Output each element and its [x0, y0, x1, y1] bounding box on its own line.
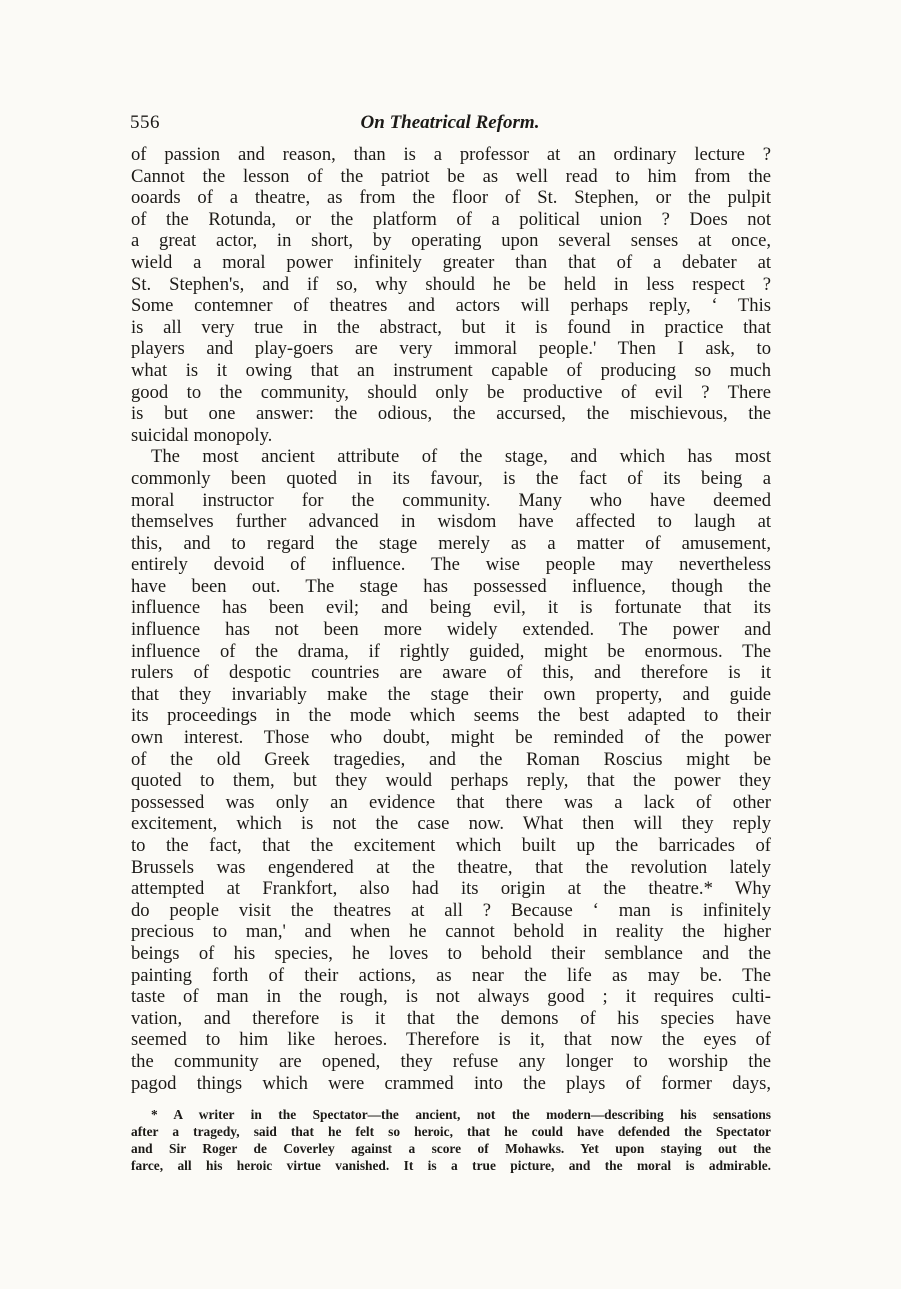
- text-line: commonly been quoted in its favour, is the fact of its being a: [131, 467, 771, 489]
- text-line: players and play-goers are very immoral people.' Then I ask, to: [131, 338, 771, 360]
- text-line: is but one answer: the odious, the accursed, the mischievous, the: [131, 403, 771, 425]
- text-line: influence of the drama, if rightly guided, might be enormous. The: [131, 640, 771, 662]
- footnote-line: farce, all his heroic virtue vanished. It is a true picture, and the moral is admirable.: [131, 1158, 771, 1173]
- paragraph-start-line: The most ancient attribute of the stage, and which has most: [151, 446, 771, 468]
- text-line: its proceedings in the mode which seems the best adapted to their: [131, 705, 771, 727]
- text-line: influence has been evil; and being evil, it is fortunate that its: [131, 597, 771, 619]
- text-line: beings of his species, he loves to behold their semblance and the: [131, 942, 771, 964]
- text-line: Brussels was engendered at the theatre, that the revolution lately: [131, 856, 771, 878]
- footnote-line: and Sir Roger de Coverley against a score of Mohawks. Yet upon staying out the: [131, 1141, 771, 1156]
- running-title: On Theatrical Reform.: [360, 112, 540, 133]
- text-line: Some contemner of theatres and actors will perhaps reply, ‘ This: [131, 295, 771, 317]
- text-line: good to the community, should only be productive of evil ? There: [131, 381, 771, 403]
- page-header: [130, 112, 770, 138]
- text-line: entirely devoid of influence. The wise people may nevertheless: [131, 554, 771, 576]
- text-line: excitement, which is not the case now. What then will they reply: [131, 813, 771, 835]
- text-line: wield a moral power infinitely greater than that of a debater at: [131, 251, 771, 273]
- text-line: moral instructor for the community. Many who have deemed: [131, 489, 771, 511]
- text-line: influence has not been more widely extended. The power and: [131, 619, 771, 641]
- text-line: St. Stephen's, and if so, why should he be held in less respect ?: [131, 273, 771, 295]
- text-line: themselves further advanced in wisdom have affected to laugh at: [131, 511, 771, 533]
- text-line: do people visit the theatres at all ? Because ‘ man is infinitely: [131, 899, 771, 921]
- text-line: ooards of a theatre, as from the floor of St. Stephen, or the pulpit: [131, 187, 771, 209]
- paragraph-end-line: suicidal monopoly.: [131, 424, 273, 446]
- text-line: is all very true in the abstract, but it is found in practice that: [131, 316, 771, 338]
- text-line: own interest. Those who doubt, might be reminded of the power: [131, 727, 771, 749]
- text-line: of the Rotunda, or the platform of a political union ? Does not: [131, 208, 771, 230]
- text-line: vation, and therefore is it that the demons of his species have: [131, 1007, 771, 1029]
- text-line: that they invariably make the stage their own property, and guide: [131, 683, 771, 705]
- text-line: have been out. The stage has possessed influence, though the: [131, 575, 771, 597]
- body-text: [131, 144, 771, 1094]
- footnote-line: after a tragedy, said that he felt so heroic, that he could have defended the Spectator: [131, 1124, 771, 1139]
- text-line: possessed was only an evidence that there was a lack of other: [131, 791, 771, 813]
- text-line: of passion and reason, than is a professor at an ordinary lecture ?: [131, 144, 771, 165]
- text-line: attempted at Frankfort, also had its origin at the theatre.* Why: [131, 878, 771, 900]
- text-line: Cannot the lesson of the patriot be as well read to him from the: [131, 165, 771, 187]
- text-line: to the fact, that the excitement which built up the barricades of: [131, 835, 771, 856]
- text-line: the community are opened, they refuse any longer to worship the: [131, 1050, 771, 1072]
- text-line: seemed to him like heroes. Therefore is it, that now the eyes of: [131, 1029, 771, 1051]
- text-line: quoted to them, but they would perhaps reply, that the power they: [131, 770, 771, 792]
- text-line: precious to man,' and when he cannot behold in reality the higher: [131, 921, 771, 943]
- text-line: taste of man in the rough, is not always good ; it requires culti-: [131, 986, 771, 1008]
- page-number: 556: [130, 112, 160, 133]
- footnote: [131, 1106, 771, 1174]
- text-line: of the old Greek tragedies, and the Roman Roscius might be: [131, 748, 771, 770]
- footnote-line: * A writer in the Spectator—the ancient, not the modern—describing his sensations: [151, 1107, 771, 1122]
- text-line: painting forth of their actions, as near the life as may be. The: [131, 964, 771, 986]
- text-line: rulers of despotic countries are aware of this, and therefore is it: [131, 662, 771, 684]
- text-line: pagod things which were crammed into the plays of former days,: [131, 1072, 771, 1094]
- text-line: what is it owing that an instrument capable of producing so much: [131, 359, 771, 381]
- text-line: a great actor, in short, by operating upon several senses at once,: [131, 230, 771, 252]
- text-line: this, and to regard the stage merely as a matter of amusement,: [131, 532, 771, 554]
